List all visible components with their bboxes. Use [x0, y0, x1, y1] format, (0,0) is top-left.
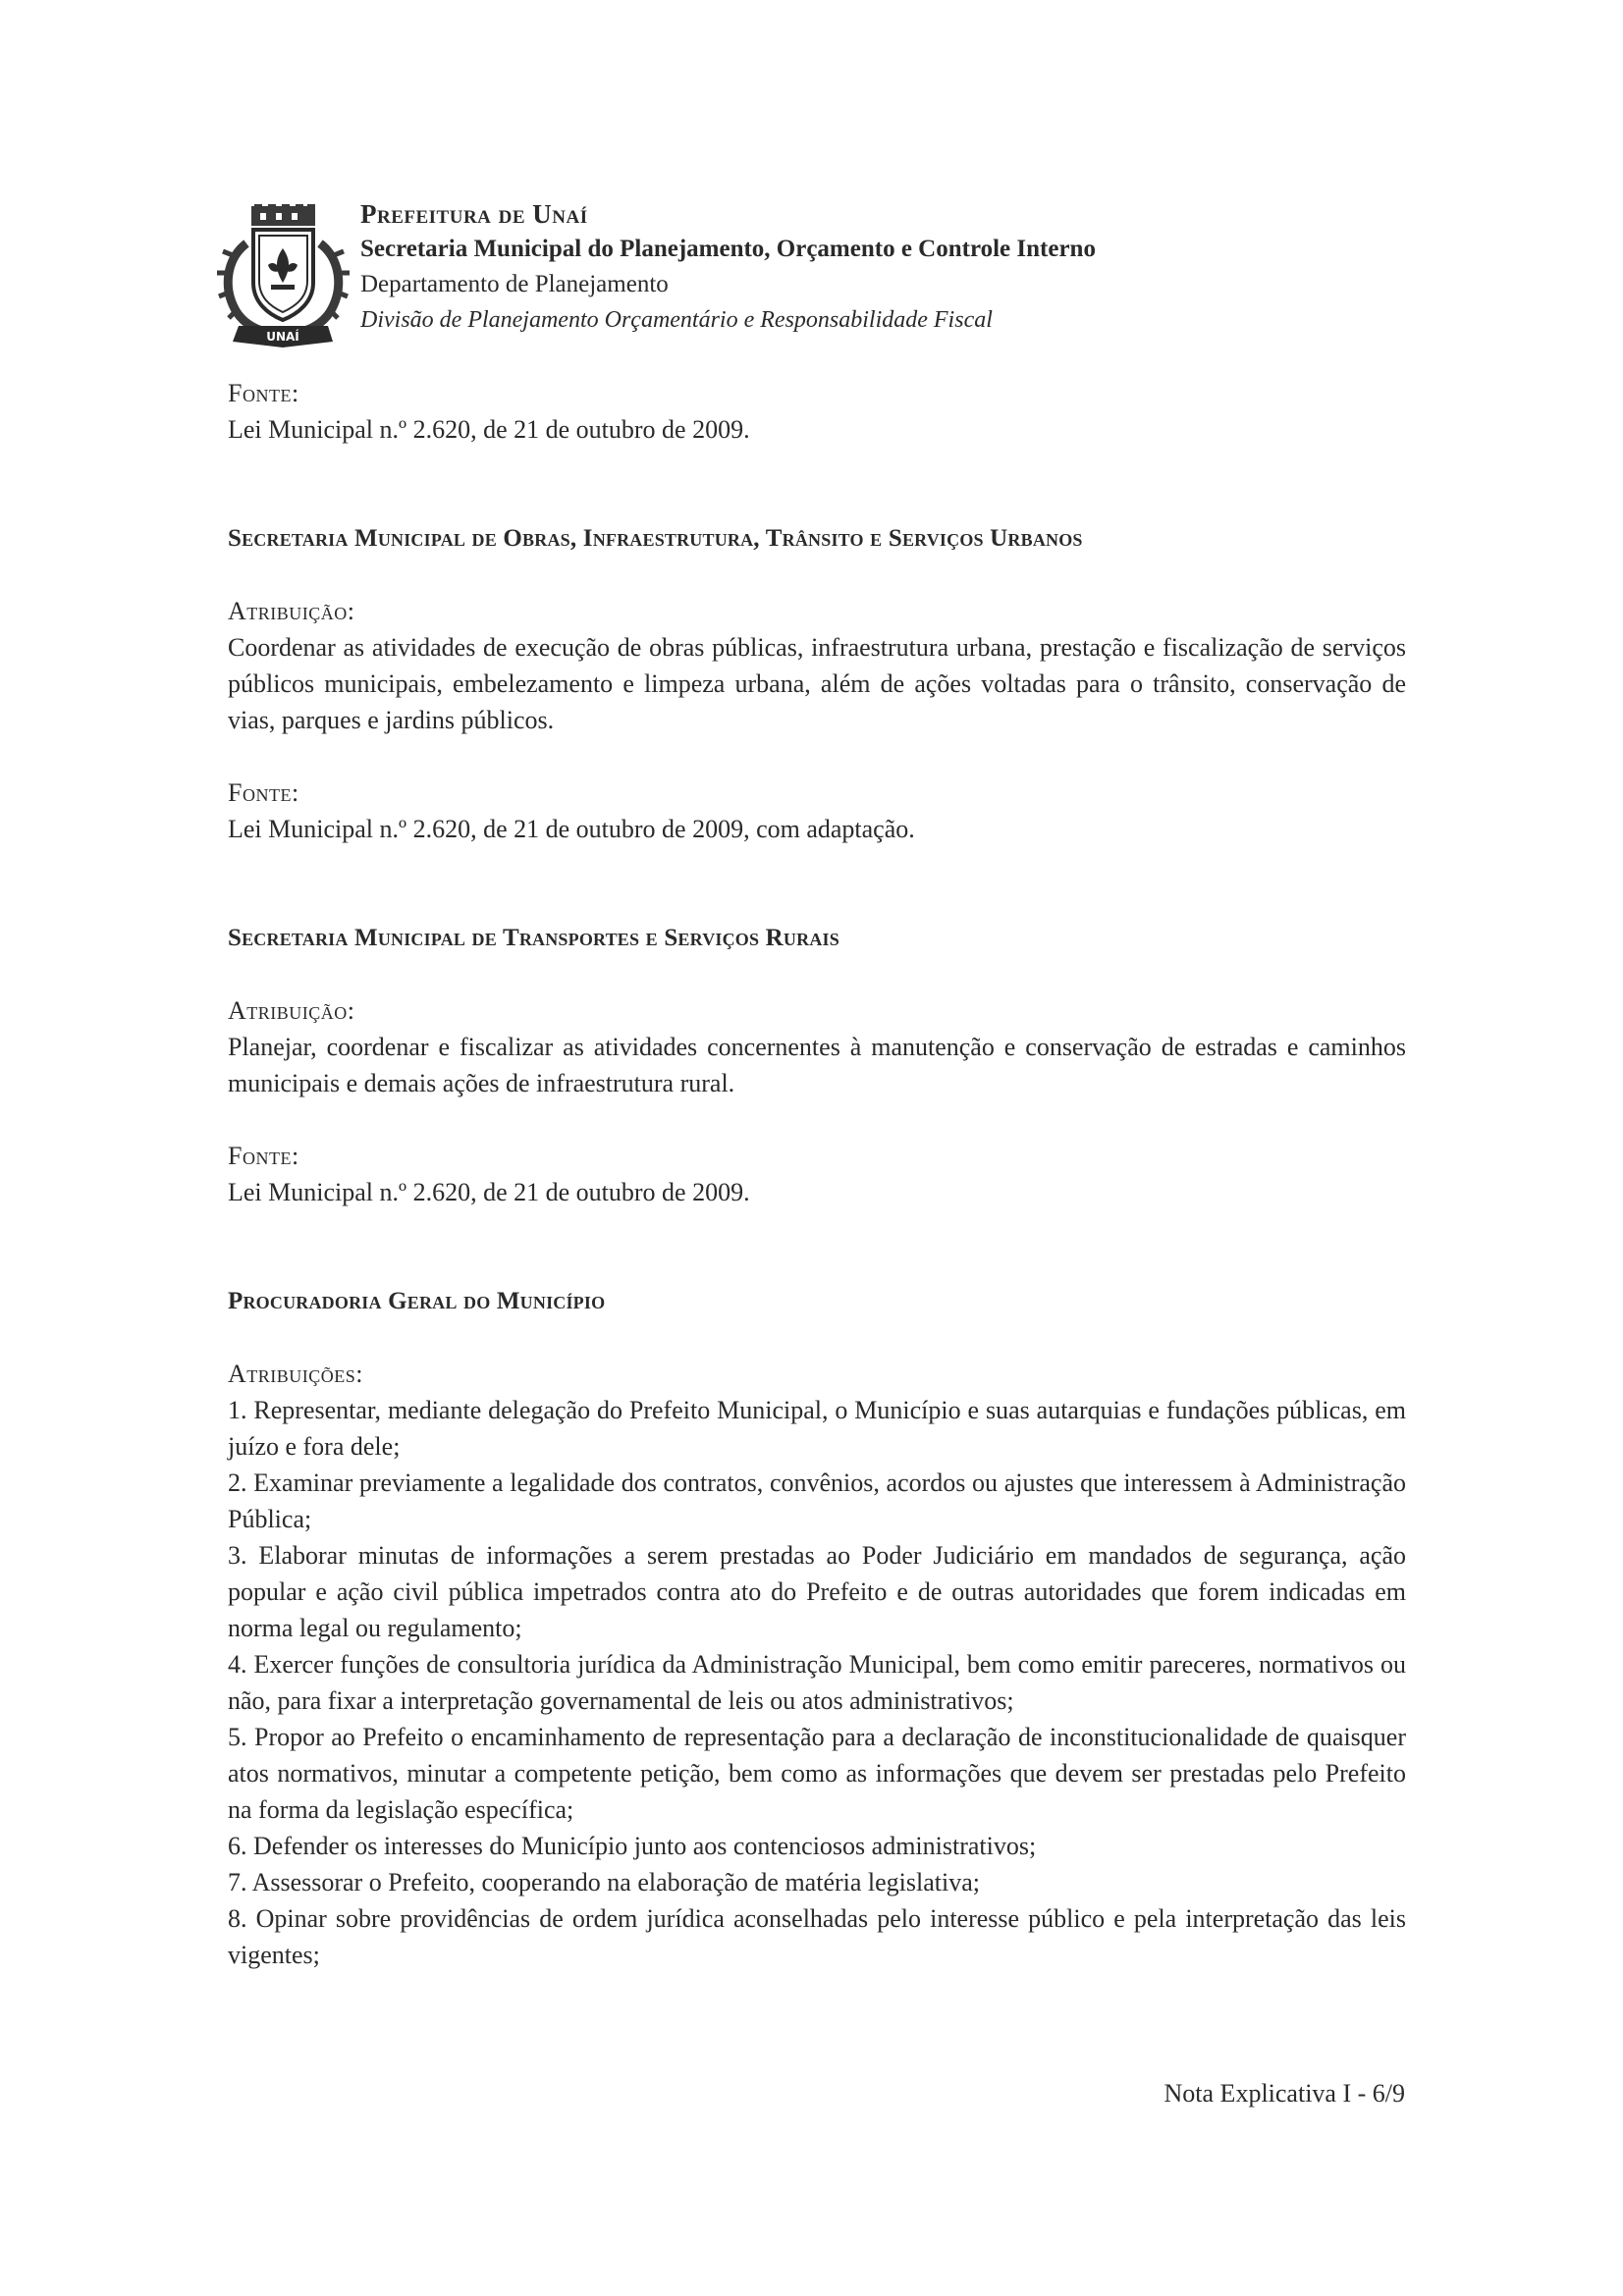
list-item: 2. Examinar previamente a legalidade dos contratos, convênios, acordos ou ajustes que interessem à Administração Pública; — [228, 1468, 1406, 1533]
letterhead — [217, 196, 1415, 353]
secretariat-name: Secretaria Municipal do Planejamento, Orçamento e Controle Interno — [360, 236, 1096, 262]
intro-source-label: Fonte: — [228, 379, 299, 407]
list-item: 7. Assessorar o Prefeito, cooperando na elaboração de matéria legislativa; — [228, 1868, 980, 1896]
page-footer: Nota Explicativa I - 6/9 — [1163, 2079, 1405, 2108]
section-title-obras: Secretaria Municipal de Obras, Infraestrutura, Trânsito e Serviços Urbanos — [228, 525, 1083, 552]
section-attr-text: Planejar, coordenar e fiscalizar as atividades concernentes à manutenção e conservação de estradas e caminhos municipais e demais ações de infraestrutura rural. — [228, 1033, 1406, 1097]
section-attr-label: Atribuição: — [228, 597, 355, 625]
organization-name: Prefeitura de Unaí — [360, 199, 588, 229]
list-item: 6. Defender os interesses do Município junto aos contenciosos administrativos; — [228, 1832, 1037, 1860]
list-item: 1. Representar, mediante delegação do Prefeito Municipal, o Município e suas autarquias e fundações públicas, em juízo e fora dele; — [228, 1396, 1406, 1461]
department-name: Departamento de Planejamento — [360, 271, 669, 297]
list-item: 4. Exercer funções de consultoria jurídica da Administração Municipal, bem como emitir pareceres, normativos ou não, para fixar a interpretação governamental de leis ou atos administrativos; — [228, 1650, 1406, 1715]
section-source-label: Fonte: — [228, 778, 299, 807]
letterhead-text — [360, 196, 1096, 338]
crest-banner-text: UNAÍ — [266, 330, 299, 344]
section-attr-label: Atribuição: — [228, 996, 355, 1025]
section-source-text: Lei Municipal n.º 2.620, de 21 de outubro de 2009. — [228, 1178, 750, 1206]
section-title-procuradoria: Procuradoria Geral do Município — [228, 1288, 606, 1314]
section-title-transportes: Secretaria Municipal de Transportes e Serviços Rurais — [228, 925, 839, 951]
intro-source-text: Lei Municipal n.º 2.620, de 21 de outubro de 2009. — [228, 415, 750, 444]
list-item: 3. Elaborar minutas de informações a serem prestadas ao Poder Judiciário em mandados de segurança, ação popular e ação civil pública impetrados contra ato do Prefeito e de outras autoridades que forem indicadas em norma legal ou regulamento; — [228, 1541, 1406, 1642]
list-item: 8. Opinar sobre providências de ordem jurídica aconselhadas pelo interesse público e pela interpretação das leis vigentes; — [228, 1904, 1406, 1969]
section-attr-text: Coordenar as atividades de execução de obras públicas, infraestrutura urbana, prestação e fiscalização de serviços públicos municipais, embelezamento e limpeza urbana, além de ações voltadas para o trânsito, conservação de vias, parques e jardins públicos. — [228, 633, 1406, 734]
section-source-label: Fonte: — [228, 1142, 299, 1170]
municipal-crest-icon — [217, 204, 350, 351]
list-item: 5. Propor ao Prefeito o encaminhamento de representação para a declaração de inconstitucionalidade de quaisquer atos normativos, minutar a competente petição, bem como as informações que devem ser prestadas pelo Prefeito na forma da legislação específica; — [228, 1723, 1406, 1824]
document-body — [228, 375, 1406, 1973]
division-name: Divisão de Planejamento Orçamentário e Responsabilidade Fiscal — [360, 307, 993, 333]
section-source-text: Lei Municipal n.º 2.620, de 21 de outubro de 2009, com adaptação. — [228, 815, 915, 843]
section-attr-label: Atribuições: — [228, 1360, 364, 1388]
